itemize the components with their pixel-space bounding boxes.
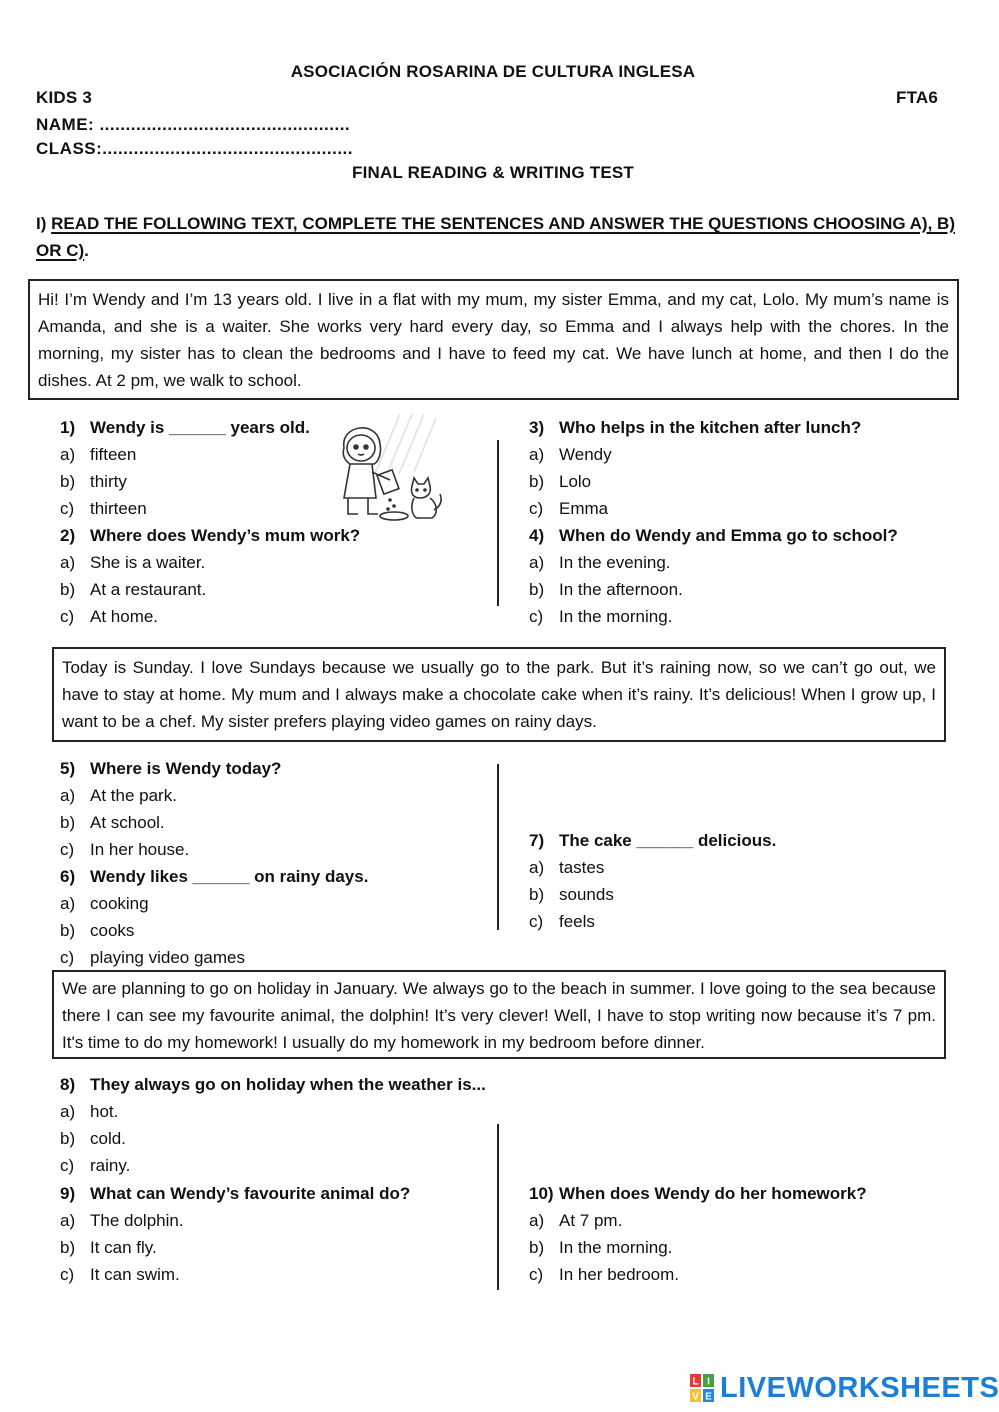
question-10 [529,1180,867,1207]
question-number: 2) [60,526,76,545]
logo-letter: V [692,1391,699,1402]
question-number: 7) [529,831,545,850]
q4-option-c[interactable] [529,603,672,630]
option-text: At school. [90,813,165,832]
column-divider [497,764,499,930]
q6-option-b[interactable] [60,917,134,944]
option-text: feels [559,912,595,931]
option-letter: b) [60,472,76,491]
question-text: Who helps in the kitchen after lunch? [559,418,862,437]
option-letter: a) [60,894,76,913]
option-text: playing video games [90,948,245,967]
class-field[interactable]: CLASS:................................................ [36,139,353,158]
option-letter: c) [529,912,544,931]
question-number: 8) [60,1075,76,1094]
liveworksheets-logo[interactable] [690,1370,999,1406]
option-text: In the afternoon. [559,580,683,599]
question-text: When do Wendy and Emma go to school? [559,526,898,545]
logo-letter: E [705,1391,712,1402]
q10-option-b[interactable] [529,1234,672,1261]
option-text: In the evening. [559,553,671,572]
option-text: hot. [90,1102,119,1121]
option-letter: c) [60,1265,75,1284]
q3-option-b[interactable] [529,468,591,495]
option-letter: b) [60,921,76,940]
liveworksheets-logo-text: LIVEWORKSHEETS [720,1371,999,1404]
q7-option-c[interactable] [529,908,595,935]
question-number: 6) [60,867,76,886]
question-text: The cake ______ delicious. [559,831,777,850]
option-letter: a) [529,553,545,572]
question-5 [60,755,281,782]
q6-option-c[interactable] [60,944,245,971]
option-letter: b) [529,885,545,904]
question-text: Wendy is ______ years old. [90,418,310,437]
q5-option-b[interactable] [60,809,165,836]
question-text: Where does Wendy’s mum work? [90,526,361,545]
instruction-end: . [84,241,89,260]
question-text: They always go on holiday when the weather is... [90,1075,486,1094]
liveworksheets-logo-icon [690,1374,714,1402]
question-3 [529,414,861,441]
option-text: She is a waiter. [90,553,206,572]
option-letter: a) [529,858,545,877]
option-text: cooks [90,921,135,940]
option-text: It can fly. [90,1238,157,1257]
option-text: tastes [559,858,605,877]
option-text: Lolo [559,472,592,491]
question-1 [60,414,310,441]
instruction-text: READ THE FOLLOWING TEXT, COMPLETE THE SENTENCES AND ANSWER THE QUESTIONS CHOOSING A), B) OR C) [36,214,955,260]
q3-option-c[interactable] [529,495,608,522]
test-title: FINAL READING & WRITING TEST [352,163,634,182]
question-6 [60,863,368,890]
option-text: The dolphin. [90,1211,184,1230]
girl-feeding-cat-illustration [330,414,448,526]
question-text: When does Wendy do her homework? [559,1184,867,1203]
question-7 [529,827,776,854]
option-letter: b) [529,472,545,491]
option-text: At the park. [90,786,177,805]
institution-title: ASOCIACIÓN ROSARINA DE CULTURA INGLESA [290,62,696,81]
option-letter: c) [60,1156,75,1175]
q8-option-c[interactable] [60,1152,130,1179]
option-letter: b) [60,1238,76,1257]
option-text: At a restaurant. [90,580,207,599]
option-text: In the morning. [559,1238,673,1257]
option-text: In the morning. [559,607,673,626]
column-divider [497,440,499,606]
q7-option-a[interactable] [529,854,604,881]
question-2 [60,522,360,549]
option-letter: b) [529,1238,545,1257]
reading-text-2-content: Today is Sunday. I love Sundays because we usually go to the park. But it’s raining now, so we can’t go out, we have to stay at home. My mum and I always make a chocolate cake when it’s rainy. It’s delicious! When I grow up, I want to be a chef. My sister prefers playing video games on rainy days. [62,658,936,731]
name-field[interactable]: NAME: ................................................ [36,115,351,134]
question-number: 10) [529,1184,554,1203]
level-label: KIDS 3 [36,88,92,107]
option-letter: a) [60,1211,76,1230]
option-letter: a) [60,1102,76,1121]
q9-option-b[interactable] [60,1234,157,1261]
q10-option-c[interactable] [529,1261,679,1288]
q1-option-b[interactable] [60,468,127,495]
question-8 [60,1071,486,1098]
question-number: 1) [60,418,76,437]
option-letter: a) [60,553,76,572]
option-text: cold. [90,1129,126,1148]
option-text: It can swim. [90,1265,180,1284]
q1-option-a[interactable] [60,441,136,468]
option-text: rainy. [90,1156,131,1175]
question-4 [529,522,898,549]
q4-option-b[interactable] [529,576,683,603]
option-letter: c) [60,499,75,518]
logo-letter: I [707,1376,710,1388]
option-text: sounds [559,885,614,904]
q4-option-a[interactable] [529,549,671,576]
question-number: 5) [60,759,76,778]
instruction-number: I) [36,214,47,233]
reading-text-3-content: We are planning to go on holiday in January. We always go to the beach in summer. I love going to the sea because there I can see my favourite animal, the dolphin! It’s very clever! Well, I have to stop writing now because it’s 7 pm. It's time to do my homework! I usually do my homework in my bedroom before dinner. [62,979,936,1052]
question-number: 4) [529,526,545,545]
option-letter: c) [60,840,75,859]
option-letter: b) [60,580,76,599]
reading-text-3 [52,970,946,1059]
test-code: FTA6 [896,88,939,107]
q2-option-c[interactable] [60,603,158,630]
option-text: thirty [90,472,127,491]
option-letter: a) [60,786,76,805]
option-letter: a) [529,1211,545,1230]
option-letter: a) [529,445,545,464]
question-number: 3) [529,418,545,437]
question-text: Where is Wendy today? [90,759,282,778]
question-9 [60,1180,410,1207]
column-divider [497,1124,499,1290]
reading-text-1 [28,279,959,400]
q10-option-a[interactable] [529,1207,622,1234]
option-text: Emma [559,499,609,518]
option-letter: c) [60,607,75,626]
option-letter: c) [529,607,544,626]
option-text: fifteen [90,445,137,464]
q9-option-c[interactable] [60,1261,180,1288]
reading-text-2 [52,647,946,742]
question-number: 9) [60,1184,76,1203]
q6-option-a[interactable] [60,890,149,917]
option-text: In her bedroom. [559,1265,680,1284]
question-text: Wendy likes ______ on rainy days. [90,867,369,886]
option-text: In her house. [90,840,190,859]
option-text: Wendy [559,445,612,464]
q2-option-b[interactable] [60,576,206,603]
q5-option-c[interactable] [60,836,189,863]
option-text: At home. [90,607,159,626]
section-instruction [36,210,976,264]
question-text: What can Wendy’s favourite animal do? [90,1184,411,1203]
logo-letter: L [692,1376,699,1388]
q2-option-a[interactable] [60,549,205,576]
option-letter: b) [529,580,545,599]
q8-option-b[interactable] [60,1125,126,1152]
q7-option-b[interactable] [529,881,614,908]
q8-option-a[interactable] [60,1098,118,1125]
option-letter: c) [60,948,75,967]
option-letter: a) [60,445,76,464]
option-text: thirteen [90,499,147,518]
option-letter: b) [60,1129,76,1148]
option-text: cooking [90,894,149,913]
option-text: At 7 pm. [559,1211,623,1230]
q9-option-a[interactable] [60,1207,184,1234]
option-letter: c) [529,499,544,518]
option-letter: b) [60,813,76,832]
reading-text-1-content: Hi! I’m Wendy and I’m 13 years old. I live in a flat with my mum, my sister Emma, and my cat, Lolo. My mum’s name is Amanda, and she is a waiter. She works very hard every day, so Emma and I always help with the chores. In the morning, my sister has to clean the bedrooms and I have to feed my cat. We have lunch at home, and then I do the dishes. At 2 pm, we walk to school. [38,290,949,390]
option-letter: c) [529,1265,544,1284]
q1-option-c[interactable] [60,495,147,522]
q5-option-a[interactable] [60,782,177,809]
q3-option-a[interactable] [529,441,612,468]
